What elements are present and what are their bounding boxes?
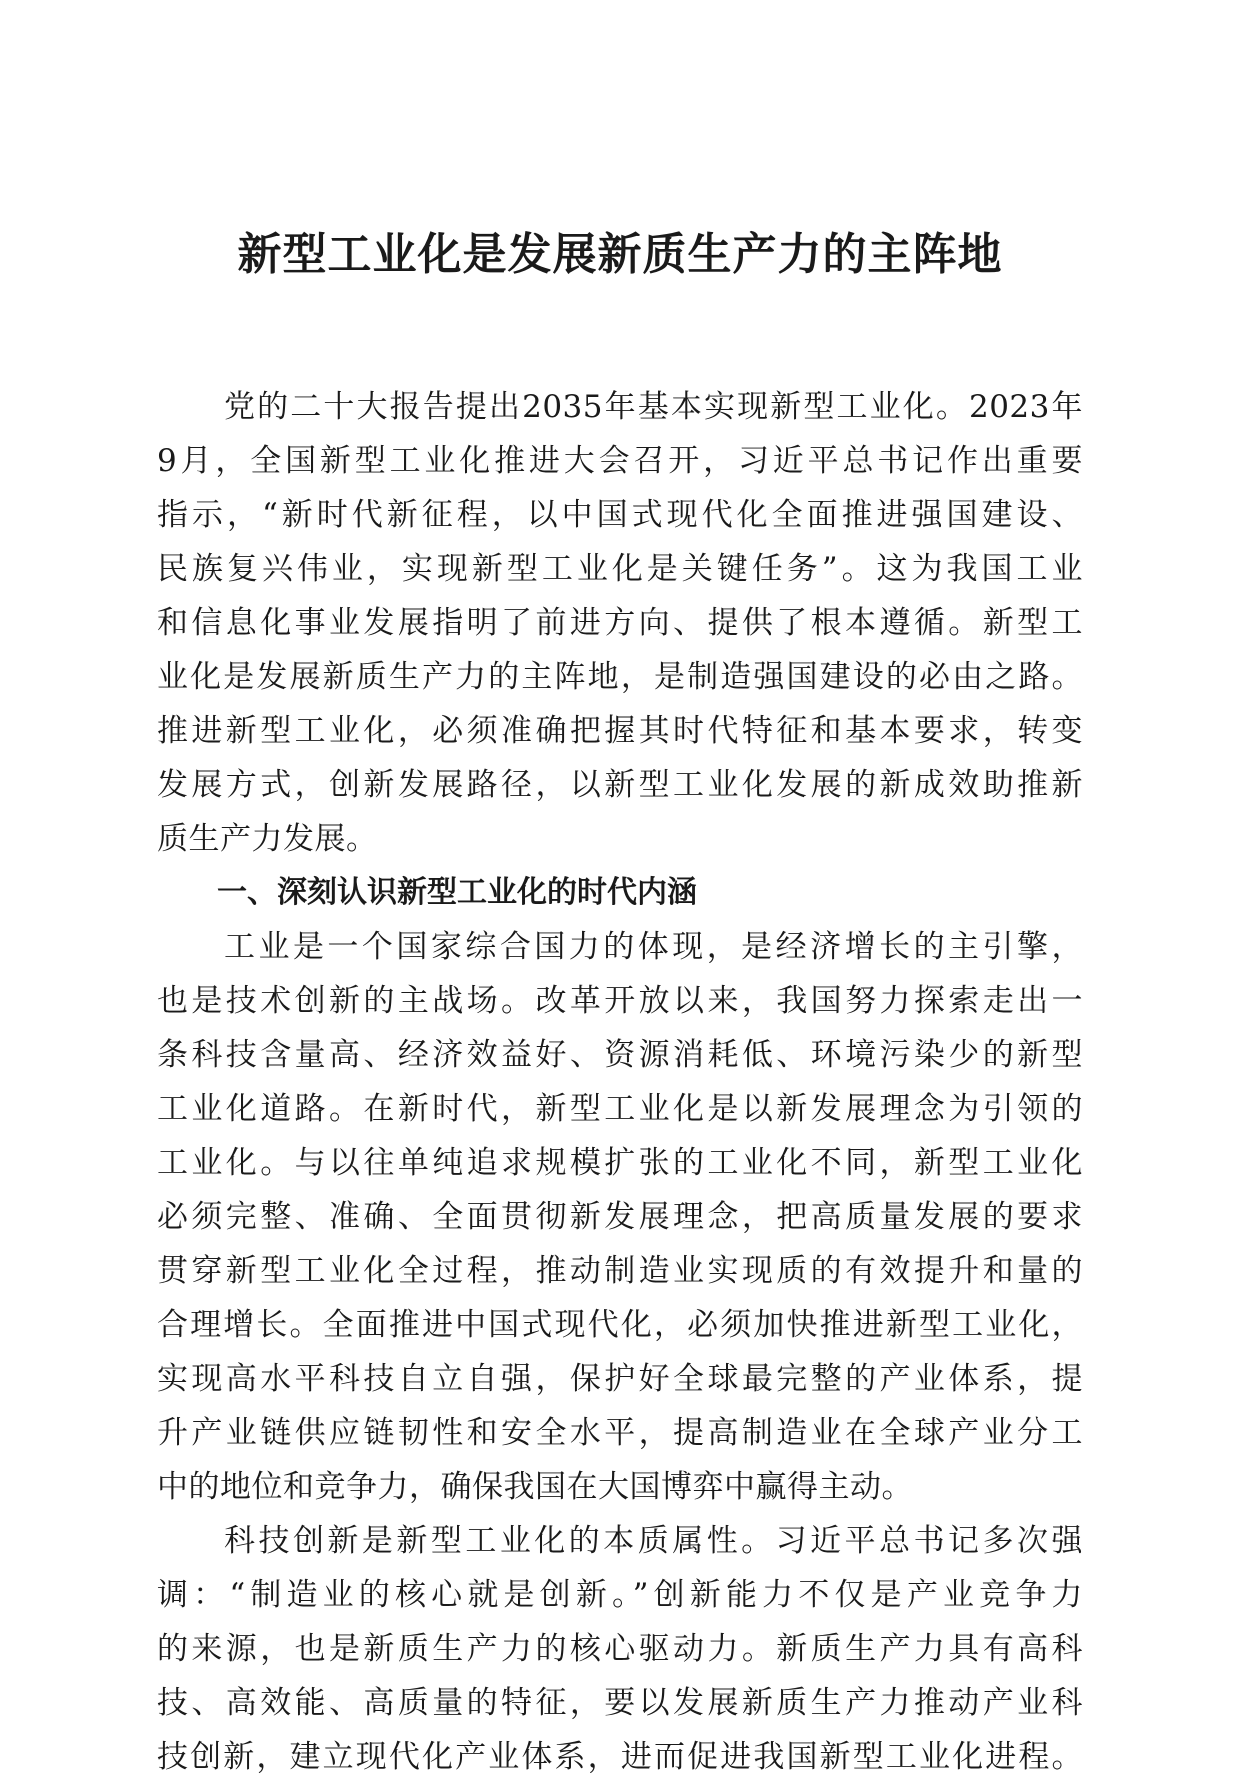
text-line: 业化是发展新质生产力的主阵地，是制造强国建设的必由之路。 (157, 659, 1083, 695)
text-line: 条科技含量高、经济效益好、资源消耗低、环境污染少的新型 (157, 1037, 1083, 1073)
text-line: 质生产力发展。 (157, 821, 378, 857)
paragraph-2 (157, 920, 1083, 1514)
text-line: 的来源，也是新质生产力的核心驱动力。新质生产力具有高科 (157, 1631, 1083, 1667)
text-line: 技创新，建立现代化产业体系，进而促进我国新型工业化进程。 (157, 1739, 1083, 1775)
text-line: 工业化道路。在新时代，新型工业化是以新发展理念为引领的 (157, 1091, 1083, 1127)
text-line: 推进新型工业化，必须准确把握其时代特征和基本要求，转变 (157, 713, 1083, 749)
text-line: 科技创新是新型工业化的本质属性。习近平总书记多次强 (224, 1523, 1083, 1559)
text-line: 调：“制造业的核心就是创新。”创新能力不仅是产业竞争力 (157, 1577, 1083, 1613)
text-line: 中的地位和竞争力，确保我国在大国博弈中赢得主动。 (157, 1469, 913, 1505)
article-body (157, 380, 1083, 1784)
paragraph-3 (157, 1514, 1083, 1784)
text-line: 技、高效能、高质量的特征，要以发展新质生产力推动产业科 (157, 1685, 1083, 1721)
text-line: 发展方式，创新发展路径，以新型工业化发展的新成效助推新 (157, 767, 1083, 803)
text-line: 指示，“新时代新征程，以中国式现代化全面推进强国建设、 (157, 497, 1083, 533)
paragraph-1 (157, 380, 1083, 866)
text-line: 实现高水平科技自立自强，保护好全球最完整的产业体系，提 (157, 1361, 1083, 1397)
text-line: 民族复兴伟业，实现新型工业化是关键任务”。这为我国工业 (157, 551, 1083, 587)
section-heading: 一、深刻认识新型工业化的时代内涵 (217, 875, 697, 910)
text-line: 党的二十大报告提出2035年基本实现新型工业化。2023年 (224, 389, 1083, 425)
text-line: 贯穿新型工业化全过程，推动制造业实现质的有效提升和量的 (157, 1253, 1083, 1289)
text-line: 工业化。与以往单纯追求规模扩张的工业化不同，新型工业化 (157, 1145, 1083, 1181)
text-line: 9月，全国新型工业化推进大会召开，习近平总书记作出重要 (157, 443, 1083, 479)
text-line: 也是技术创新的主战场。改革开放以来，我国努力探索走出一 (157, 983, 1083, 1019)
text-line: 和信息化事业发展指明了前进方向、提供了根本遵循。新型工 (157, 605, 1083, 641)
text-line: 工业是一个国家综合国力的体现，是经济增长的主引擎， (224, 929, 1083, 965)
text-line: 升产业链供应链韧性和安全水平，提高制造业在全球产业分工 (157, 1415, 1083, 1451)
page-title: 新型工业化是发展新质生产力的主阵地 (237, 229, 1003, 280)
text-line: 合理增长。全面推进中国式现代化，必须加快推进新型工业化， (157, 1307, 1083, 1343)
text-line: 必须完整、准确、全面贯彻新发展理念，把高质量发展的要求 (157, 1199, 1083, 1235)
